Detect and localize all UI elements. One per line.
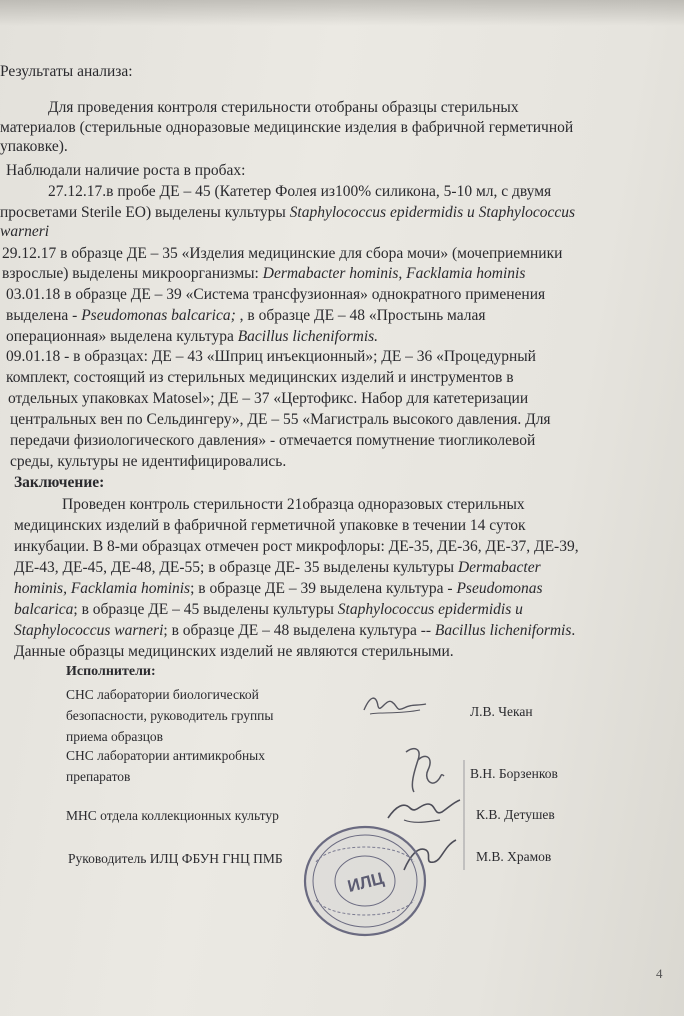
entry-2-line-1: 29.12.17 в образце ДЕ – 35 «Изделия медицинские для сбора мочи» (мочеприемники	[2, 245, 563, 262]
page-number: 4	[656, 966, 663, 981]
signatory-4-title: Руководитель ИЛЦ ФБУН ГНЦ ПМБ	[68, 851, 283, 866]
signatory-3-title: МНС отдела коллекционных культур	[66, 808, 279, 823]
executors-heading: Исполнители:	[66, 664, 156, 679]
entry-3-line-2: выделена - Pseudomonas balcarica; , в образце ДЕ – 48 «Простынь малая	[6, 307, 486, 324]
signatory-2-name: В.Н. Борзенков	[470, 766, 558, 781]
entry-4-line-3: отдельных упаковках Matosel»; ДЕ – 37 «Цертофикс. Набор для катетеризации	[8, 390, 529, 407]
conclusion-line-5: hominis, Facklamia hominis; в образце ДЕ – 39 выделена культура - Pseudomonas	[14, 580, 543, 597]
intro-line-3: упаковке).	[0, 138, 68, 155]
page-shadow	[0, 0, 684, 26]
signatory-1-name: Л.В. Чекан	[470, 704, 533, 719]
conclusion-line-4: ДЕ-43, ДЕ-45, ДЕ-48, ДЕ-55; в образце ДЕ- 35 выделены культуры Dermabacter	[14, 559, 541, 576]
signature-chekan	[360, 688, 430, 724]
signatory-1-title-1: СНС лаборатории биологической	[66, 687, 259, 702]
entry-1-line-1: 27.12.17.в пробе ДЕ – 45 (Катетер Фолея из100% силикона, 5-10 мл, с двумя	[48, 183, 552, 200]
signatory-1-title-2: безопасности, руководитель группы	[66, 708, 274, 723]
entry-3-line-1: 03.01.18 в образце ДЕ – 39 «Система трансфузионная» однократного применения	[6, 286, 546, 303]
intro-line-2: материалов (стерильные одноразовые медицинские изделия в фабричной герметичной	[0, 119, 574, 136]
conclusion-line-3: инкубации. В 8-ми образцах отмечен рост микрофлоры: ДЕ-35, ДЕ-36, ДЕ-37, ДЕ-39,	[14, 538, 579, 555]
conclusion-line-2: медицинских изделий в фабричной герметичной упаковке в течении 14 суток	[14, 517, 526, 534]
entry-1-line-2: просветами Sterile EO) выделены культуры Staphylococcus epidermidis и Staphylococcus	[0, 204, 576, 221]
intro-line-1: Для проведения контроля стерильности отобраны образцы стерильных	[48, 99, 519, 116]
signatory-2-title-1: СНС лаборатории антимикробных	[66, 748, 265, 763]
signatory-2-title-2: препаратов	[66, 769, 131, 784]
conclusion-line-7: Staphylococcus warneri; в образце ДЕ – 48 выделена культура -- Bacillus licheniformis.	[14, 622, 576, 639]
entry-4-line-2: комплект, состоящий из стерильных медицинских изделий и инструментов в	[6, 369, 514, 386]
entry-4-line-1: 09.01.18 - в образцах: ДЕ – 43 «Шприц инъекционный»; ДЕ – 36 «Процедурный	[6, 348, 536, 365]
entry-1-line-3: warneri	[0, 223, 50, 240]
entry-4-line-4: центральных вен по Сельдингеру», ДЕ – 55 «Магистраль высокого давления. Для	[10, 411, 551, 428]
name-divider	[462, 760, 466, 870]
svg-text:ИЛЦ: ИЛЦ	[345, 868, 386, 897]
entry-4-line-6: среды, культуры не идентифицировались.	[10, 453, 287, 470]
conclusion-line-1: Проведен контроль стерильности 21образца одноразовых стерильных	[62, 496, 525, 513]
entry-2-line-2: взрослые) выделены микроорганизмы: Dermabacter hominis, Facklamia hominis	[2, 265, 526, 282]
entry-3-line-3: операционная» выделена культура Bacillus licheniformis.	[6, 328, 379, 345]
entry-4-line-5: передачи физиологического давления» - отмечается помутнение тиогликолевой	[10, 432, 536, 449]
signatory-4-name: М.В. Храмов	[476, 849, 552, 864]
signatory-3-name: К.В. Детушев	[476, 807, 555, 822]
results-heading: Результаты анализа:	[0, 63, 133, 80]
conclusion-line-8: Данные образцы медицинских изделий не являются стерильными.	[14, 643, 454, 660]
conclusion-line-6: balcarica; в образце ДЕ – 45 выделены культуры Staphylococcus epidermidis и	[14, 601, 523, 618]
conclusion-heading: Заключение:	[14, 474, 105, 491]
signatory-1-title-3: приема образцов	[66, 729, 164, 744]
growth-heading: Наблюдали наличие роста в пробах:	[6, 162, 246, 179]
official-stamp	[300, 822, 430, 940]
